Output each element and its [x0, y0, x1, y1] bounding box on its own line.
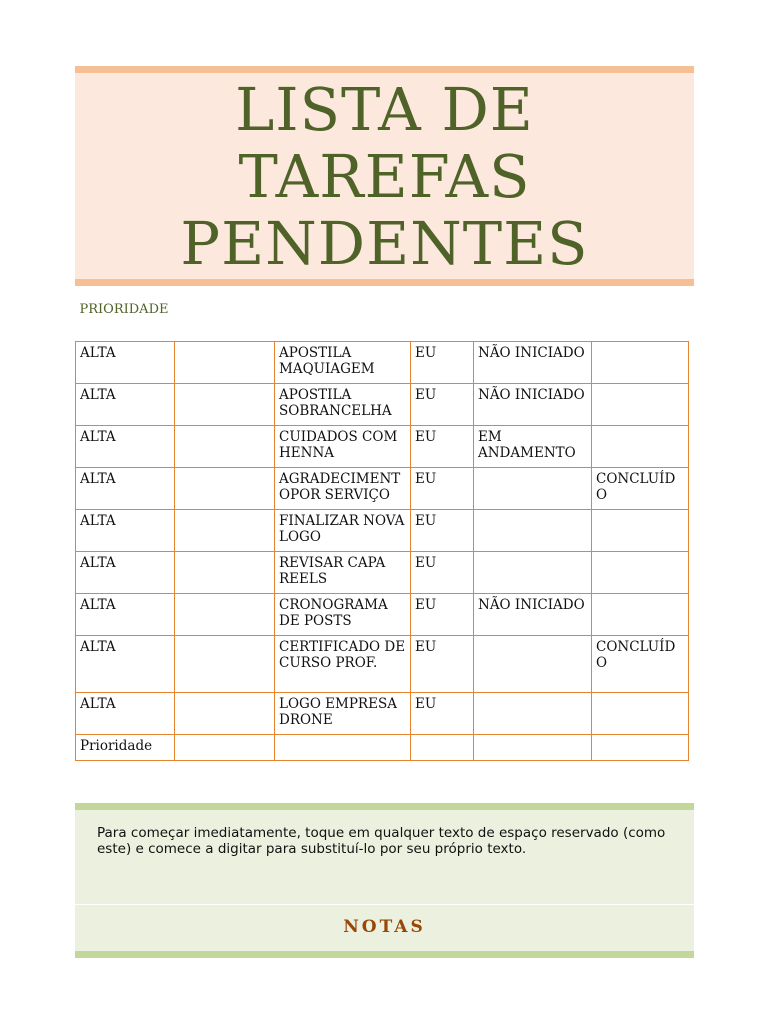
done-cell[interactable]	[592, 735, 689, 761]
task-cell[interactable]: LOGO EMPRESA DRONE	[275, 693, 411, 735]
task-cell[interactable]: APOSTILA MAQUIAGEM	[275, 342, 411, 384]
status-cell[interactable]: NÃO INICIADO	[474, 342, 592, 384]
owner-cell[interactable]: EU	[411, 426, 474, 468]
date-cell[interactable]	[175, 384, 275, 426]
date-cell[interactable]	[175, 426, 275, 468]
priority-cell[interactable]: Prioridade	[76, 735, 175, 761]
priority-cell[interactable]: ALTA	[76, 468, 175, 510]
task-cell[interactable]: REVISAR CAPA REELS	[275, 552, 411, 594]
table-row	[76, 693, 689, 735]
owner-cell[interactable]	[411, 735, 474, 761]
status-cell[interactable]	[474, 636, 592, 693]
table-row	[76, 735, 689, 761]
task-cell[interactable]: FINALIZAR NOVA LOGO	[275, 510, 411, 552]
priority-column-heading: PRIORIDADE	[79, 302, 169, 317]
priority-cell[interactable]: ALTA	[76, 594, 175, 636]
status-cell[interactable]: EM ANDAMENTO	[474, 426, 592, 468]
priority-cell[interactable]: ALTA	[76, 693, 175, 735]
table-row	[76, 468, 689, 510]
task-cell[interactable]: APOSTILA SOBRANCELHA	[275, 384, 411, 426]
status-cell[interactable]: NÃO INICIADO	[474, 384, 592, 426]
priority-cell[interactable]: ALTA	[76, 342, 175, 384]
status-cell[interactable]	[474, 510, 592, 552]
priority-cell[interactable]: ALTA	[76, 636, 175, 693]
date-cell[interactable]	[175, 552, 275, 594]
owner-cell[interactable]: EU	[411, 510, 474, 552]
date-cell[interactable]	[175, 342, 275, 384]
date-cell[interactable]	[175, 594, 275, 636]
status-cell[interactable]	[474, 468, 592, 510]
owner-cell[interactable]: EU	[411, 552, 474, 594]
title-banner	[75, 66, 694, 286]
status-cell[interactable]: NÃO INICIADO	[474, 594, 592, 636]
task-cell[interactable]: CUIDADOS COM HENNA	[275, 426, 411, 468]
date-cell[interactable]	[175, 636, 275, 693]
date-cell[interactable]	[175, 510, 275, 552]
done-cell[interactable]	[592, 510, 689, 552]
owner-cell[interactable]: EU	[411, 636, 474, 693]
priority-cell[interactable]: ALTA	[76, 426, 175, 468]
owner-cell[interactable]: EU	[411, 468, 474, 510]
owner-cell[interactable]: EU	[411, 342, 474, 384]
owner-cell[interactable]: EU	[411, 693, 474, 735]
table-row	[76, 384, 689, 426]
owner-cell[interactable]: EU	[411, 384, 474, 426]
status-cell[interactable]	[474, 735, 592, 761]
date-cell[interactable]	[175, 693, 275, 735]
done-cell[interactable]	[592, 342, 689, 384]
status-cell[interactable]	[474, 552, 592, 594]
task-cell[interactable]: CERTIFICADO DE CURSO PROF.	[275, 636, 411, 693]
done-cell[interactable]	[592, 426, 689, 468]
table-row	[76, 510, 689, 552]
notes-placeholder-text[interactable]: Para começar imediatamente, toque em qualquer texto de espaço reservado (como este) e comece a digitar para substituí-lo por seu próprio texto.	[97, 825, 666, 857]
date-cell[interactable]	[175, 468, 275, 510]
status-cell[interactable]	[474, 693, 592, 735]
done-cell[interactable]: CONCLUÍDO	[592, 636, 689, 693]
done-cell[interactable]: CONCLUÍDO	[592, 468, 689, 510]
task-table	[75, 341, 689, 761]
title-line-3: PENDENTES	[180, 208, 589, 278]
notes-label: NOTAS	[343, 917, 426, 937]
task-cell[interactable]	[275, 735, 411, 761]
notes-divider	[75, 904, 694, 905]
title-line-2: TAREFAS	[238, 141, 531, 211]
task-cell[interactable]: AGRADECIMENTOPOR SERVIÇO	[275, 468, 411, 510]
notes-section	[75, 803, 694, 958]
table-row	[76, 342, 689, 384]
table-row	[76, 636, 689, 693]
table-row	[76, 426, 689, 468]
table-row	[76, 594, 689, 636]
priority-cell[interactable]: ALTA	[76, 384, 175, 426]
owner-cell[interactable]: EU	[411, 594, 474, 636]
priority-cell[interactable]: ALTA	[76, 552, 175, 594]
table-row	[76, 552, 689, 594]
done-cell[interactable]	[592, 384, 689, 426]
done-cell[interactable]	[592, 552, 689, 594]
title-line-1: LISTA DE	[235, 74, 534, 144]
task-cell[interactable]: CRONOGRAMA DE POSTS	[275, 594, 411, 636]
done-cell[interactable]	[592, 594, 689, 636]
date-cell[interactable]	[175, 735, 275, 761]
priority-cell[interactable]: ALTA	[76, 510, 175, 552]
done-cell[interactable]	[592, 693, 689, 735]
